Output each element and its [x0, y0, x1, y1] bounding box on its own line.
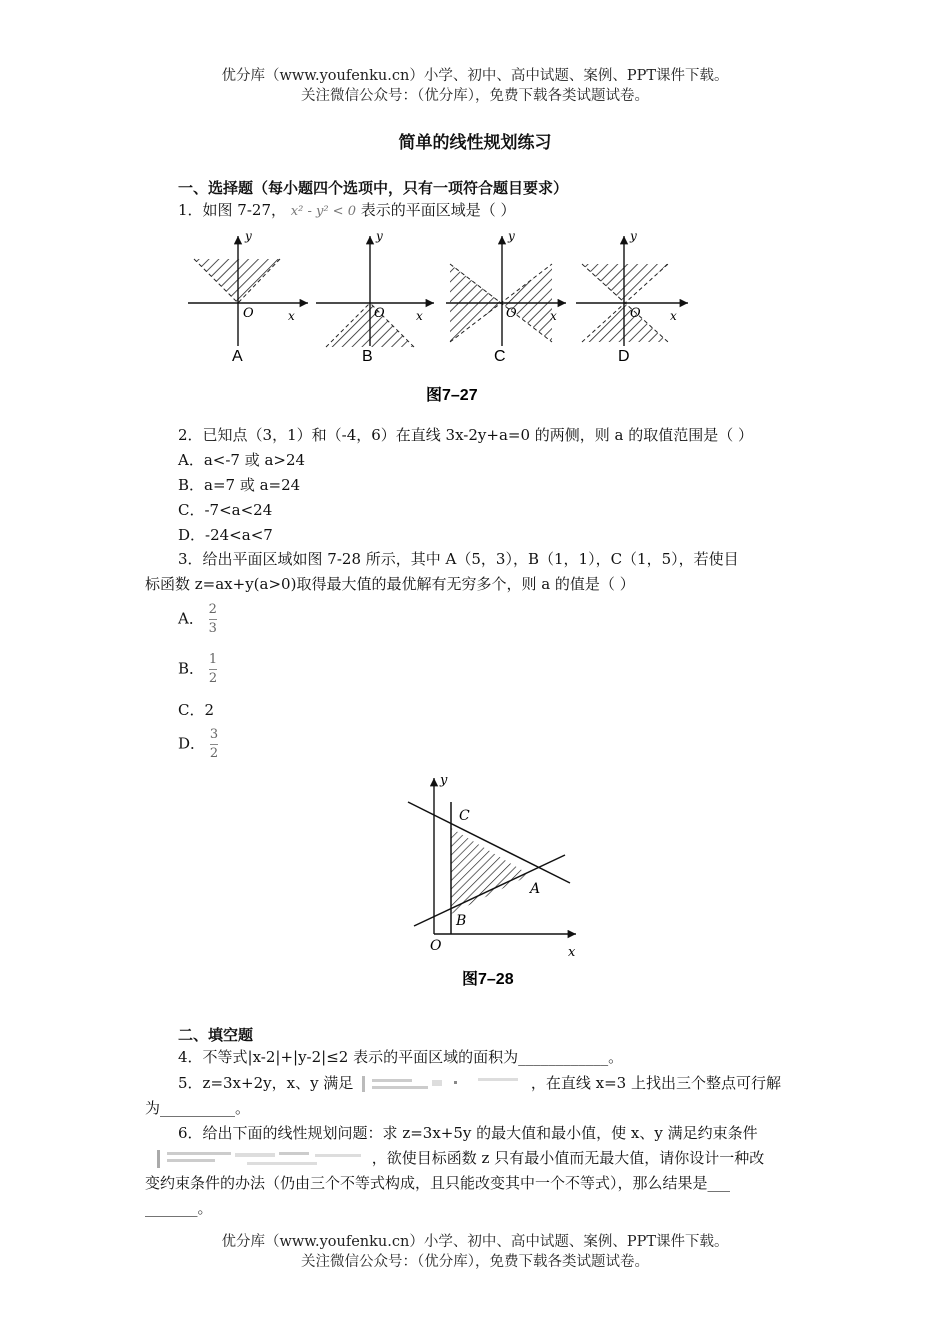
q3-option-c-label: C．: [178, 701, 205, 719]
panel-b-origin: O: [374, 306, 385, 321]
q1-suffix: 表示的平面区域是（ ）: [360, 201, 516, 219]
panel-a-origin: O: [243, 306, 254, 321]
panel-a-label: A: [232, 348, 243, 365]
footer-line-1: 优分库（www.youfenku.cn）小学、初中、高中试题、案例、PPT课件下载。: [221, 1234, 729, 1250]
q5-part1: 5．z=3x+2y，x、y 满足: [178, 1074, 354, 1092]
question-5: [178, 1071, 781, 1096]
q1-prefix: 1．如图 7-27，: [178, 201, 287, 219]
point-b-label: B: [456, 913, 467, 929]
question-3-stem-line2: 标函数 z=ax+y(a>0)取得最大值的最优解有无穷多个，则 a 的值是（ ）: [145, 575, 635, 593]
q3-option-d: [178, 728, 218, 761]
q3-option-c: [178, 698, 214, 723]
section-heading-choice: 一、选择题（每小题四个选项中，只有一项符合题目要求）: [178, 179, 569, 197]
q3-d-numerator: 3: [209, 727, 219, 742]
question-1: [178, 198, 516, 224]
panel-d-shaded-top: [582, 264, 668, 303]
header-line-2: 关注微信公众号：（优分库），免费下载各类试题试卷。: [301, 88, 649, 104]
q3-option-b-fraction: [209, 653, 217, 686]
section-heading-fill: 二、填空题: [178, 1026, 254, 1044]
panel-c-origin: O: [506, 306, 517, 321]
q3-b-numerator: 1: [208, 652, 218, 667]
panel-b-label: B: [362, 348, 373, 365]
figure-7-27: [180, 228, 700, 408]
panel-a-x-label: x: [288, 309, 295, 323]
fig28-x-label: x: [568, 945, 576, 960]
question-5-line2: 为__________。: [145, 1099, 251, 1117]
q2-option-a: A．a<-7 或 a>24: [178, 451, 306, 469]
point-c-label: C: [459, 808, 470, 824]
panel-b: [316, 229, 434, 365]
header-line-1: 优分库（www.youfenku.cn）小学、初中、高中试题、案例、PPT课件下载。: [221, 68, 729, 84]
panel-d-y-label: y: [630, 229, 637, 243]
question-6-line4: _______。: [145, 1199, 213, 1217]
figure-7-28-caption: 图7–28: [462, 971, 514, 988]
q2-option-c: C．-7<a<24: [178, 501, 273, 519]
fig28-origin: O: [430, 938, 442, 954]
panel-d-shaded-bottom: [582, 303, 668, 342]
panel-c-label: C: [494, 348, 506, 365]
q3-d-denominator: 2: [209, 746, 219, 761]
q6-line2-text: ，欲使目标函数 z 只有最小值而无最大值，请你设计一种改: [371, 1149, 765, 1167]
q3-a-denominator: 3: [208, 621, 217, 636]
question-3-stem-line1: 3．给出平面区域如图 7-28 所示，其中 A（5，3），B（1，1），C（1，5），若使目: [178, 550, 739, 568]
figure-7-28: [398, 772, 588, 992]
question-6-line2: [155, 1146, 764, 1171]
q3-option-b-label: B．: [178, 659, 205, 678]
feasible-region: [451, 828, 530, 914]
q6-constraint-image: [155, 1148, 367, 1170]
panel-d-label: D: [618, 348, 630, 365]
q3-option-d-label: D．: [178, 734, 206, 753]
fig28-y-label: y: [440, 773, 448, 788]
panel-a-y-label: y: [245, 229, 252, 243]
q1-formula: x² - y² < 0: [290, 204, 356, 219]
q2-option-d: D．-24<a<7: [178, 526, 273, 544]
q3-a-numerator: 2: [208, 602, 217, 617]
q3-option-d-fraction: [210, 728, 218, 761]
panel-c: [446, 229, 566, 365]
figure-7-27-caption: 图7–27: [426, 387, 478, 404]
q3-option-c-value: 2: [204, 701, 215, 719]
point-a-label: A: [530, 881, 541, 897]
q3-option-a-fraction: [209, 603, 217, 636]
question-6-line1: 6．给出下面的线性规划问题：求 z=3x+5y 的最大值和最小值，使 x、y 满足约束条件: [178, 1124, 758, 1142]
q3-option-b: [178, 653, 217, 686]
panel-c-y-label: y: [508, 229, 515, 243]
panel-d: [576, 229, 688, 365]
q3-option-a: [178, 603, 217, 636]
q3-b-denominator: 2: [208, 671, 218, 686]
q5-part2: ，在直线 x=3 上找出三个整点可行解: [530, 1074, 781, 1092]
page-title: 简单的线性规划练习: [398, 133, 552, 153]
panel-d-x-label: x: [670, 309, 677, 323]
panel-b-x-label: x: [416, 309, 423, 323]
panel-d-origin: O: [630, 306, 641, 321]
footer-line-2: 关注微信公众号：（优分库），免费下载各类试题试卷。: [301, 1254, 649, 1270]
panel-c-x-label: x: [550, 309, 557, 323]
q2-option-b: B．a=7 或 a=24: [178, 476, 301, 494]
panel-b-y-label: y: [376, 229, 383, 243]
question-6-line3: 变约束条件的办法（仍由三个不等式构成，且只能改变其中一个不等式），那么结果是___: [145, 1174, 731, 1192]
q3-option-a-label: A．: [178, 609, 204, 628]
panel-a: [188, 229, 308, 365]
panel-a-shaded-region: [194, 259, 280, 303]
question-2-stem: 2．已知点（3，1）和（-4，6）在直线 3x-2y+a=0 的两侧，则 a 的取值范围是（ ）: [178, 426, 754, 444]
question-4: 4．不等式|x-2|+|y-2|≤2 表示的平面区域的面积为____________。: [178, 1048, 624, 1066]
q5-constraint-image: [358, 1074, 526, 1094]
